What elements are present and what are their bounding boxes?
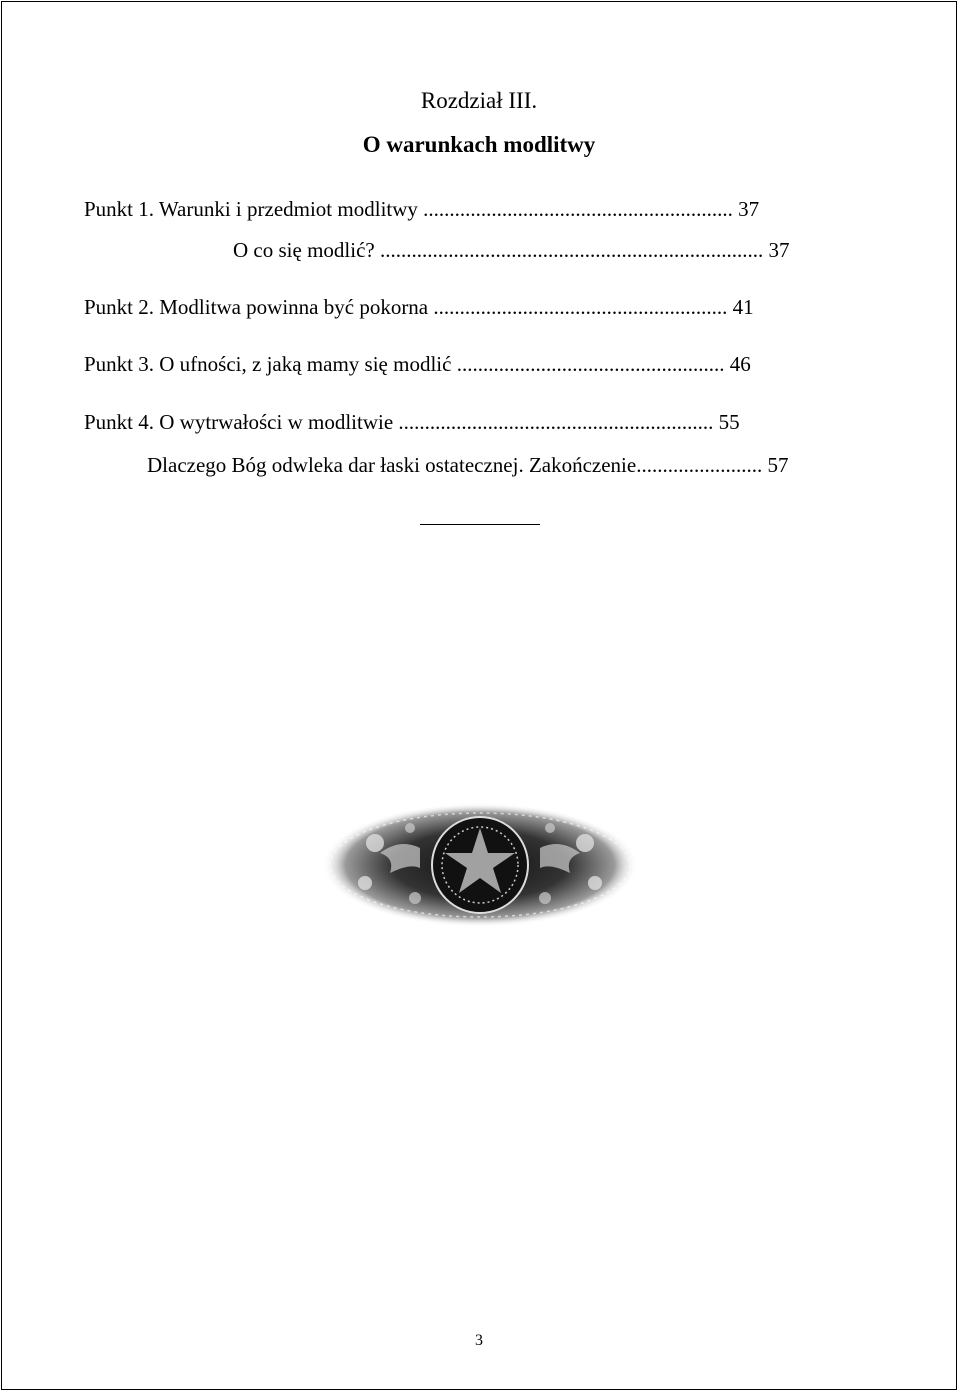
toc-entry: O co się modlić? ......................................................................... 37 [233,238,790,262]
toc-entry: Punkt 4. O wytrwałości w modlitwie ............................................................ 55 [84,410,740,434]
toc-entry: Punkt 3. O ufności, z jaką mamy się modlić ................................................... 46 [84,352,751,376]
toc-entry: Punkt 1. Warunki i przedmiot modlitwy ........................................................... 37 [84,197,760,221]
document-page [1,1,957,1390]
toc-entry: Punkt 2. Modlitwa powinna być pokorna ........................................................ 41 [84,295,754,319]
ornament-emblem-icon [320,798,640,933]
toc-entry: Dlaczego Bóg odwleka dar łaski ostatecznej. Zakończenie........................ 57 [147,453,789,477]
separator-rule [420,524,540,525]
chapter-heading: Rozdział III. [420,88,538,113]
chapter-title: O warunkach modlitwy [362,132,596,157]
page-number: 3 [475,1332,483,1349]
